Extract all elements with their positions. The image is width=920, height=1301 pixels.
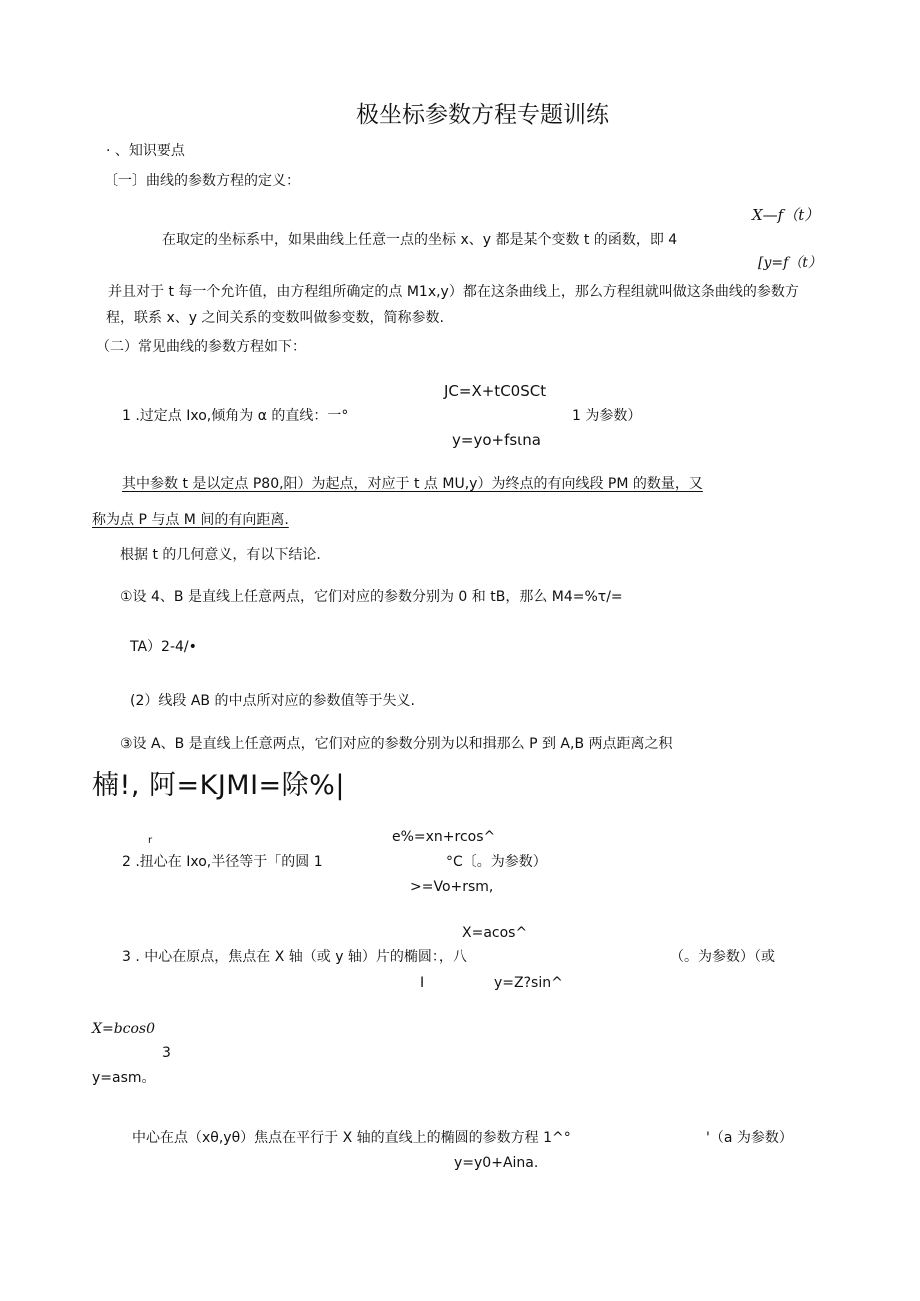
definition-text-line3: 程，联系 x、y 之间关系的变数叫做参变数，简称参数. [106,310,444,326]
offset-ellipse-formula-bottom: y=y0+Aina. [454,1155,539,1171]
conclusion-1: ①设 4、B 是直线上任意两点，它们对应的参数分别为 0 和 tB，那么 M4=%τ/= [120,589,623,605]
line-formula-bottom: y=yo+fsιna [452,431,541,449]
ellipse-formula-top: X=acos^ [462,925,528,941]
page-title: 极坐标参数方程专题训练 [356,102,609,128]
ellipse-brace-bar: I [420,975,425,991]
conclusion-intro: 根据 t 的几何意义，有以下结论. [120,547,321,563]
circle-formula-bottom: >=Vo+rsm, [410,879,494,895]
section-heading: · 、知识要点 [106,143,185,159]
line-item-label: 1 .过定点 Ixo,倾角为 α 的直线：一° [122,408,349,424]
underlined-text-line2: 称为点 P 与点 M 间的有向距离. [92,512,289,528]
definition-formula-top: X—f（t） [752,206,820,224]
subsection-heading-definition: 〔一〕曲线的参数方程的定义： [104,173,300,189]
offset-ellipse-note: '（a 为参数） [706,1130,793,1146]
conclusion-2: (2）线段 AB 的中点所对应的参数值等于失义. [130,693,415,709]
ellipse-item-label: 3 . 中心在原点，焦点在 X 轴（或 y 轴）片的椭圆：，八 [122,949,467,965]
line-item-note: 1 为参数） [572,408,642,424]
ellipse-alt-formula-top: X=bcos0 [92,1021,156,1037]
definition-text-line2: 并且对于 t 每一个允许值，由方程组所确定的点 M1x,y）都在这条曲线上，那么方程组就叫做这条曲线的参数方 [108,284,799,300]
ellipse-formula-bottom: y=Z?sin^ [494,975,563,991]
definition-formula-bottom: [y=f（t） [758,255,822,271]
ellipse-item-note: （。为参数）（或 [670,949,775,965]
circle-mark: r [148,835,153,846]
distance-product-formula: 楠!, 阿=KJMI=除%| [92,770,345,801]
circle-item-label: 2 .扭心在 Ixo,半径等于「的圆 1 [122,854,323,870]
subsection-heading-common-curves: （二）常见曲线的参数方程如下： [96,339,306,355]
ellipse-alt-number: 3 [162,1045,171,1061]
ellipse-alt-formula-bottom: y=asm。 [92,1070,156,1086]
offset-ellipse-label: 中心在点（xθ,yθ）焦点在平行于 X 轴的直线上的椭圆的参数方程 1^° [132,1130,571,1146]
circle-formula-top: e%=xn+rcos^ [392,829,496,845]
circle-item-note: °C〔。为参数） [446,854,547,870]
underlined-text-line1: 其中参数 t 是以定点 P80,阳）为起点，对应于 t 点 MU,y）为终点的有向线段 PM 的数量，又 [122,476,703,492]
line-formula-top: JC=X+tC0SCt [444,382,547,400]
conclusion-3: ③设 A、B 是直线上任意两点，它们对应的参数分别为以和揖那么 P 到 A,B 两点距离之积 [120,736,673,752]
definition-text-line1: 在取定的坐标系中，如果曲线上任意一点的坐标 x、y 都是某个变数 t 的函数，即 4 [162,232,678,248]
conclusion-1-continued: TA）2-4/• [130,639,197,655]
